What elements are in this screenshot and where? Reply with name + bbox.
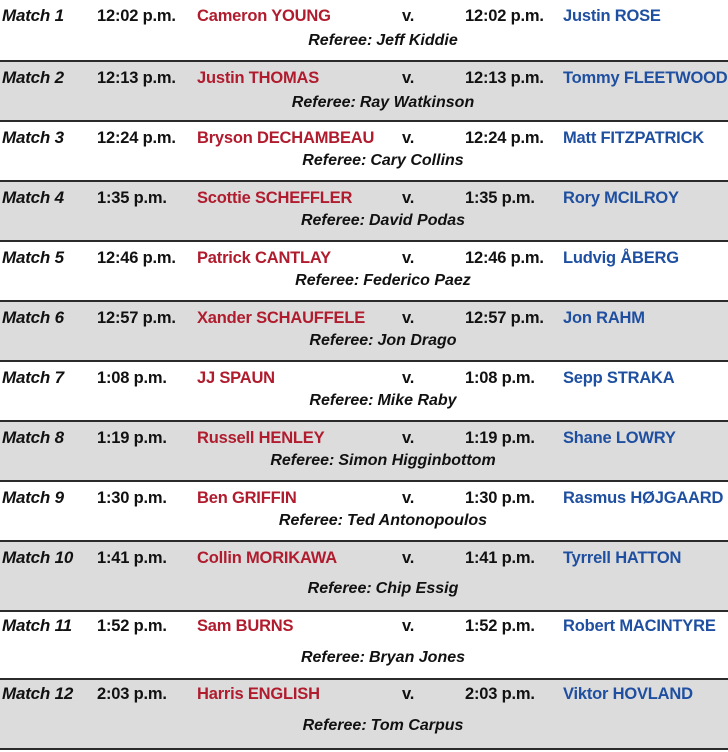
referee-line (0, 648, 728, 668)
player-name-team-a: Ben GRIFFIN (197, 489, 297, 507)
referee-line (0, 31, 728, 51)
referee-name: Bryan Jones (368, 649, 466, 666)
match-row (0, 542, 728, 612)
match-row (0, 680, 728, 750)
tee-time-team-b: 12:46 p.m. (465, 249, 544, 267)
match-row (0, 422, 728, 482)
versus-label: v. (402, 429, 415, 447)
versus-label: v. (402, 189, 415, 207)
player-name-team-a: Bryson DECHAMBEAU (197, 129, 375, 147)
match-label: Match 2 (2, 68, 64, 87)
tee-time-team-a: 12:13 p.m. (97, 69, 176, 87)
player-name-team-a: Collin MORIKAWA (197, 549, 337, 567)
player-name-team-b: Tommy FLEETWOOD (563, 69, 728, 87)
referee-name: Ted Antonopoulos (346, 512, 488, 529)
referee-prefix: Referee: (300, 649, 365, 666)
match-label: Match 9 (2, 488, 64, 507)
referee-prefix: Referee: (278, 512, 343, 529)
referee-line (0, 579, 728, 599)
match-label: Match 12 (2, 684, 74, 703)
player-name-team-b: Rasmus HØJGAARD (563, 489, 724, 507)
player-name-team-a: Sam BURNS (197, 617, 294, 635)
match-label: Match 1 (2, 6, 64, 25)
player-name-team-a: Cameron YOUNG (197, 7, 331, 25)
player-name-team-a: Xander SCHAUFFELE (197, 309, 366, 327)
tee-time-team-a: 12:57 p.m. (97, 309, 176, 327)
referee-prefix: Referee: (291, 94, 356, 111)
referee-line (0, 271, 728, 291)
referee-line (0, 331, 728, 351)
referee-name: Ray Watkinson (359, 94, 475, 111)
match-row (0, 302, 728, 362)
versus-label: v. (402, 249, 415, 267)
tee-time-team-a: 1:41 p.m. (97, 549, 167, 567)
player-name-team-a: Patrick CANTLAY (197, 249, 331, 267)
player-name-team-a: Justin THOMAS (197, 69, 320, 87)
referee-line (0, 391, 728, 411)
match-label: Match 5 (2, 248, 64, 267)
match-row (0, 0, 728, 62)
player-name-team-b: Rory MCILROY (563, 189, 679, 207)
referee-prefix: Referee: (308, 32, 373, 49)
player-name-team-a: Harris ENGLISH (197, 685, 320, 703)
match-row (0, 482, 728, 542)
tee-time-team-a: 12:24 p.m. (97, 129, 176, 147)
versus-label: v. (402, 617, 415, 635)
tee-time-team-a: 1:35 p.m. (97, 189, 167, 207)
tee-time-team-b: 12:13 p.m. (465, 69, 544, 87)
tee-time-team-b: 12:24 p.m. (465, 129, 544, 147)
referee-prefix: Referee: (302, 717, 367, 734)
match-label: Match 4 (2, 188, 64, 207)
referee-name: Simon Higginbottom (338, 452, 496, 469)
match-label: Match 8 (2, 428, 64, 447)
referee-name: Chip Essig (375, 580, 459, 597)
referee-prefix: Referee: (295, 272, 360, 289)
referee-line (0, 151, 728, 171)
match-row (0, 182, 728, 242)
tee-time-team-b: 12:57 p.m. (465, 309, 544, 327)
player-name-team-b: Tyrrell HATTON (563, 549, 682, 567)
tee-time-team-b: 1:41 p.m. (465, 549, 535, 567)
referee-line (0, 93, 728, 113)
match-row (0, 362, 728, 422)
referee-prefix: Referee: (309, 332, 374, 349)
tee-time-team-a: 12:46 p.m. (97, 249, 176, 267)
tee-time-team-a: 1:08 p.m. (97, 369, 167, 387)
player-name-team-b: Jon RAHM (563, 309, 645, 327)
match-row (0, 612, 728, 680)
tee-time-team-a: 1:30 p.m. (97, 489, 167, 507)
referee-name: Tom Carpus (370, 717, 464, 734)
tee-time-team-a: 2:03 p.m. (97, 685, 167, 703)
versus-label: v. (402, 309, 415, 327)
player-name-team-b: Robert MACINTYRE (563, 617, 716, 635)
referee-prefix: Referee: (307, 580, 372, 597)
referee-prefix: Referee: (302, 152, 367, 169)
player-name-team-b: Viktor HOVLAND (563, 685, 693, 703)
referee-line (0, 716, 728, 736)
tee-time-team-b: 1:30 p.m. (465, 489, 535, 507)
player-name-team-a: JJ SPAUN (197, 369, 275, 387)
versus-label: v. (402, 7, 415, 25)
referee-name: David Podas (369, 212, 466, 229)
referee-line (0, 211, 728, 231)
tee-time-team-b: 1:08 p.m. (465, 369, 535, 387)
player-name-team-a: Scottie SCHEFFLER (197, 189, 353, 207)
referee-name: Jon Drago (377, 332, 457, 349)
versus-label: v. (402, 69, 415, 87)
match-label: Match 3 (2, 128, 64, 147)
match-row (0, 62, 728, 122)
player-name-team-b: Ludvig ÅBERG (563, 249, 679, 267)
player-name-team-a: Russell HENLEY (197, 429, 325, 447)
tee-time-team-a: 1:52 p.m. (97, 617, 167, 635)
tee-time-team-b: 1:52 p.m. (465, 617, 535, 635)
referee-prefix: Referee: (270, 452, 335, 469)
tee-time-team-b: 1:35 p.m. (465, 189, 535, 207)
versus-label: v. (402, 369, 415, 387)
tee-time-team-b: 1:19 p.m. (465, 429, 535, 447)
referee-name: Cary Collins (370, 152, 464, 169)
referee-prefix: Referee: (300, 212, 365, 229)
referee-name: Mike Raby (377, 392, 457, 409)
referee-name: Jeff Kiddie (376, 32, 458, 49)
referee-prefix: Referee: (309, 392, 374, 409)
match-row (0, 122, 728, 182)
player-name-team-b: Shane LOWRY (563, 429, 676, 447)
versus-label: v. (402, 685, 415, 703)
tee-time-team-b: 12:02 p.m. (465, 7, 544, 25)
player-name-team-b: Sepp STRAKA (563, 369, 675, 387)
player-name-team-b: Justin ROSE (563, 7, 661, 25)
match-label: Match 10 (2, 548, 74, 567)
versus-label: v. (402, 489, 415, 507)
versus-label: v. (402, 129, 415, 147)
referee-line (0, 451, 728, 471)
referee-line (0, 511, 728, 531)
versus-label: v. (402, 549, 415, 567)
tee-time-team-a: 12:02 p.m. (97, 7, 176, 25)
referee-name: Federico Paez (363, 272, 471, 289)
match-label: Match 6 (2, 308, 64, 327)
tee-time-team-a: 1:19 p.m. (97, 429, 167, 447)
player-name-team-b: Matt FITZPATRICK (563, 129, 704, 147)
match-row (0, 242, 728, 302)
match-label: Match 7 (2, 368, 64, 387)
match-label: Match 11 (2, 616, 72, 635)
tee-time-team-b: 2:03 p.m. (465, 685, 535, 703)
